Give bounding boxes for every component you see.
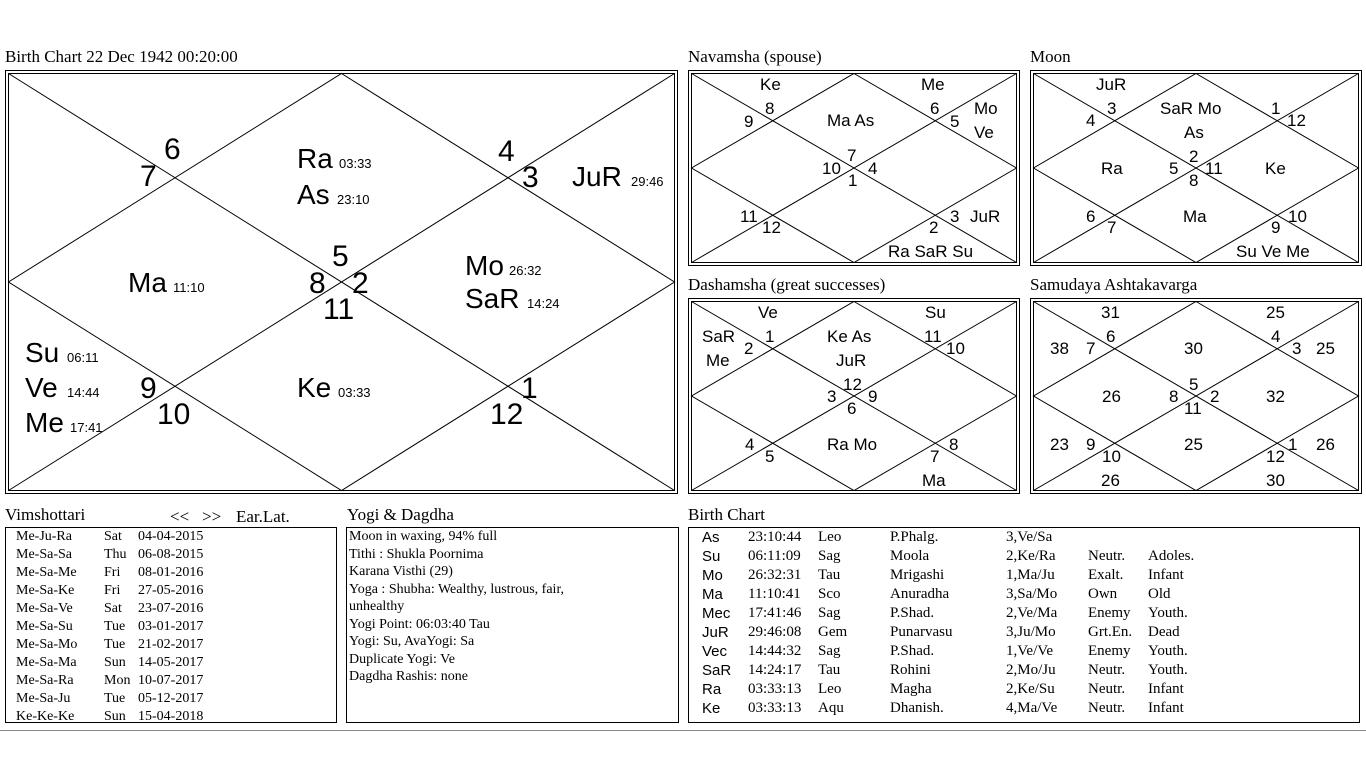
birth-table-dig [1088,528,1148,547]
dashamsha-label: 3 [827,387,837,406]
vimshottari-day: Fri [104,583,121,598]
moon-label: 1 [1271,99,1281,118]
birth-table-deg: 14:44:32 [748,643,802,659]
yogi-title: Yogi & Dagdha [347,505,454,524]
vimshottari-day: Sat [104,601,122,616]
ashtakavarga-label: 26 [1101,471,1120,490]
main-house-number: 1 [521,372,538,405]
birth-table-row [702,623,1359,642]
dashamsha-label: Ma [922,471,946,490]
birth-table-sign: Sag [818,548,841,564]
ashtakavarga-label: 30 [1184,339,1203,358]
birth-table-nak: P.Phalg. [890,529,939,545]
ashtakavarga-label: 32 [1266,387,1285,406]
vimshottari-date: 23-07-2016 [138,601,204,616]
ashtakavarga-label: 26 [1316,435,1335,454]
birth-table-p: JuR [702,624,729,641]
planet-mo-label: Mo [465,250,504,281]
vimshottari-date: 21-02-2017 [138,637,204,652]
birth-table-age: Youth. [1148,643,1188,659]
birth-table-age: Adoles. [1148,548,1195,564]
planet-ra-degree: 03:33 [339,156,372,171]
navamsha-label: 6 [930,99,940,118]
dashamsha-label: Ve [758,303,778,322]
birth-table-row [702,566,1359,585]
birth-table-nak: Rohini [890,662,931,678]
moon-label: 4 [1086,111,1096,130]
vimshottari-next-button[interactable]: >> [202,507,222,526]
ashtakavarga-chart[interactable] [1030,298,1362,494]
dashamsha-label: 6 [847,399,857,418]
ashtakavarga-label: 8 [1169,387,1179,406]
yogi-line: Yogi: Su, AvaYogi: Sa [349,634,475,649]
main-house-number: 4 [498,135,515,168]
birth-table-nak: Punarvasu [890,624,953,640]
birth-table-dig: Neutr. [1088,548,1126,564]
birth-table-title: Birth Chart [688,505,765,524]
birth-table-p: As [702,529,720,546]
vimshottari-title: Vimshottari [5,505,86,524]
vimshottari-row[interactable] [16,654,336,672]
birth-table-sign: Tau [818,662,841,678]
birth-table-dig: Enemy [1088,605,1131,621]
moon-label: 7 [1107,218,1117,237]
birth-table-age: Youth. [1148,605,1188,621]
ashtakavarga-label: 23 [1050,435,1069,454]
dashamsha-label: 12 [843,375,862,394]
ashtakavarga-label: 5 [1189,375,1199,394]
ashtakavarga-label: 6 [1106,327,1116,346]
ashtakavarga-diagram [1030,298,1362,494]
moon-diagram [1030,70,1362,266]
planet-as-label: As [297,179,330,210]
navamsha-label: 5 [950,112,960,131]
birth-table-pada: 2,Ve/Ma [1006,605,1058,621]
vimshottari-day: Fri [104,565,121,580]
main-house-number: 11 [323,293,355,326]
main-house-number: 9 [140,372,157,405]
dashamsha-label: 11 [924,327,942,346]
navamsha-label: 9 [744,112,754,131]
planet-as-degree: 23:10 [337,192,370,207]
vimshottari-period: Me-Sa-Su [16,619,73,634]
ashtakavarga-label: 2 [1210,387,1220,406]
birth-table-dig: Exalt. [1088,567,1124,583]
birth-table-sign: Aqu [818,700,844,716]
vimshottari-date: 05-12-2017 [138,691,204,706]
ashtakavarga-label: 7 [1086,339,1096,358]
ashtakavarga-label: 1 [1288,435,1298,454]
dashamsha-label: 8 [949,435,959,454]
ashtakavarga-label: 3 [1292,339,1302,358]
birth-chart-diagram [5,70,678,494]
yogi-line: Dagdha Rashis: none [349,669,468,684]
planet-ve-label: Ve [25,372,58,403]
birth-table-age: Youth. [1148,662,1188,678]
main-house-number: 3 [522,161,539,194]
vimshottari-day: Sat [104,529,122,544]
planet-sar-degree: 14:24 [527,296,560,311]
ashtakavarga-label: 25 [1184,435,1203,454]
birth-table-p: SaR [702,662,732,679]
vimshottari-period: Me-Ju-Ra [16,529,72,544]
vimshottari-row[interactable] [16,708,336,726]
planet-ve-degree: 14:44 [67,385,100,400]
birth-table-p: Su [702,548,721,565]
vimshottari-day: Tue [104,691,126,706]
yogi-line: Tithi : Shukla Poornima [349,546,484,562]
birth-table-row [702,585,1359,604]
vimshottari-prev-button[interactable]: << [170,507,190,526]
birth-table-deg: 06:11:09 [748,548,801,564]
birth-table-nak: Mrigashi [890,567,945,583]
navamsha-title: Navamsha (spouse) [688,47,822,66]
ashtakavarga-label: 30 [1266,471,1285,490]
vimshottari-row[interactable] [16,528,336,546]
planet-jur-label: JuR [572,161,622,192]
birth-table-row [702,642,1359,661]
vimshottari-row[interactable] [16,618,336,636]
birth-table-age: Old [1148,586,1171,602]
birth-table-row [702,680,1359,699]
main-house-number: 8 [309,267,326,300]
birth-table-deg: 26:32:31 [748,567,802,583]
vimshottari-period: Me-Sa-Ra [16,673,74,688]
navamsha-label: Ra SaR Su [888,242,974,261]
moon-label: SaR Mo [1160,99,1222,118]
birth-table-age: Infant [1148,681,1184,697]
birth-table-pada: 2,Mo/Ju [1006,662,1056,678]
birth-table-nak: Moola [890,548,930,564]
birth-table-deg: 11:10:41 [748,586,801,602]
navamsha-chart[interactable] [688,70,1020,266]
birth-table-dig: Grt.En. [1088,624,1133,640]
birth-table-nak: P.Shad. [890,643,935,659]
navamsha-label: JuR [970,207,1001,226]
birth-table-sign: Leo [818,681,842,697]
birth-table-p: Mo [702,567,723,584]
yogi-line: Yogi Point: 06:03:40 Tau [349,616,490,632]
moon-label: As [1184,123,1204,142]
vimshottari-date: 10-07-2017 [138,673,204,688]
birth-chart-title: Birth Chart 22 Dec 1942 00:20:00 [5,47,238,66]
dashamsha-label: 4 [745,435,755,454]
navamsha-label: 2 [929,218,939,237]
planet-su-degree: 06:11 [67,350,99,365]
vimshottari-row[interactable] [16,546,336,564]
moon-label: Ra [1101,159,1123,178]
vimshottari-date: 03-01-2017 [138,619,204,634]
vimshottari-day: Thu [104,547,127,562]
navamsha-diagram [688,70,1020,266]
vimshottari-date: 27-05-2016 [138,583,204,598]
main-house-number: 6 [164,133,181,166]
ashtakavarga-label: 11 [1184,399,1202,418]
navamsha-label: 10 [822,159,841,178]
dashamsha-diagram [688,298,1020,494]
navamsha-label: 7 [847,146,857,165]
vimshottari-row[interactable] [16,600,336,618]
vimshottari-period: Me-Sa-Ve [16,601,73,616]
birth-table-deg: 14:24:17 [748,662,802,678]
moon-label: 12 [1287,111,1306,130]
yogi-line: Moon in waxing, 94% full [349,529,498,544]
vimshottari-day: Sun [104,709,126,724]
vimshottari-day: Tue [104,637,126,652]
planet-mo-degree: 26:32 [509,263,542,278]
dashamsha-title: Dashamsha (great successes) [688,275,886,294]
vimshottari-row[interactable] [16,672,336,690]
vimshottari-row[interactable] [16,564,336,582]
ashtakavarga-label: 4 [1271,327,1281,346]
birth-table-dig: Neutr. [1088,681,1126,697]
vimshottari-day: Tue [104,619,126,634]
planet-ma-label: Ma [128,267,167,298]
main-house-number: 2 [352,267,369,300]
moon-label: 5 [1169,159,1179,178]
ashtakavarga-label: 9 [1086,435,1096,454]
navamsha-label: 11 [740,207,758,226]
dashamsha-label: Su [925,303,946,322]
vimshottari-day: Mon [104,673,131,688]
vimshottari-period: Ke-Ke-Ke [16,709,75,724]
vimshottari-date: 08-01-2016 [138,565,204,580]
vimshottari-date: 06-08-2015 [138,547,204,562]
navamsha-label: Mo [974,99,998,118]
moon-label: 2 [1189,147,1199,166]
moon-label: Su Ve Me [1236,242,1310,261]
birth-table-row [702,661,1359,680]
birth-table [688,527,1360,723]
birth-table-dig: Neutr. [1088,700,1126,716]
dashamsha-label: 1 [765,327,775,346]
dashamsha-label: 5 [765,447,775,466]
dashamsha-label: 10 [946,339,965,358]
birth-table-p: Ke [702,700,721,717]
planet-me-degree: 17:41 [70,420,103,435]
moon-title: Moon [1030,47,1071,66]
navamsha-label: Ve [974,123,994,142]
ashtakavarga-label: 26 [1102,387,1121,406]
birth-table-deg: 17:41:46 [748,605,802,621]
vimshottari-day: Sun [104,655,126,670]
ashtakavarga-label: 25 [1266,303,1285,322]
dashamsha-label: 2 [744,339,754,358]
birth-table-nak: Magha [890,681,932,697]
dashamsha-chart[interactable] [688,298,1020,494]
vimshottari-period: Me-Sa-Ju [16,691,71,706]
birth-table-nak: Dhanish. [890,700,944,716]
birth-table-sign: Leo [818,529,842,545]
birth-table-row [702,528,1359,547]
vimshottari-period: Me-Sa-Ke [16,583,75,598]
birth-table-pada: 4,Ma/Ve [1006,700,1058,716]
ashtakavarga-label: 38 [1050,339,1069,358]
vimshottari-date: 14-05-2017 [138,655,204,670]
birth-table-age: Infant [1148,567,1184,583]
vimshottari-date: 04-04-2015 [138,529,204,544]
navamsha-label: 8 [765,99,775,118]
birth-table-age [1148,528,1218,547]
birth-table-dig: Neutr. [1088,662,1126,678]
birth-table-p: Ra [702,681,722,698]
birth-table-p: Ma [702,586,723,603]
dashamsha-label: 9 [868,387,878,406]
main-house-number: 12 [490,398,524,431]
main-house-number: 10 [157,398,191,431]
birth-table-row [702,699,1359,718]
navamsha-label: 1 [848,171,858,190]
birth-table-age: Infant [1148,700,1184,716]
birth-table-pada: 3,Ve/Sa [1006,529,1053,545]
ashtakavarga-title: Samudaya Ashtakavarga [1030,275,1198,294]
vimshottari-period: Me-Sa-Ma [16,655,77,670]
birth-table-p: Vec [702,643,728,660]
planet-ra-label: Ra [297,143,333,174]
planet-ke-degree: 03:33 [338,385,371,400]
vimshottari-row[interactable] [16,636,336,654]
birth-table-deg: 03:33:13 [748,700,802,716]
planet-ke-label: Ke [297,372,332,403]
birth-table-row [702,604,1359,623]
moon-label: Ma [1183,207,1207,226]
birth-table-dig: Own [1088,586,1118,602]
vimshottari-list[interactable] [5,527,337,723]
birth-table-dig: Enemy [1088,643,1131,659]
dashamsha-label: SaR [702,327,736,346]
bottom-divider [0,730,1366,731]
yogi-line: unhealthy [349,599,405,614]
navamsha-label: 12 [762,218,781,237]
birth-table-pada: 1,Ve/Ve [1006,643,1054,659]
moon-chart[interactable] [1030,70,1362,266]
birth-table-pada: 2,Ke/Su [1006,681,1055,697]
vimshottari-period: Me-Sa-Sa [16,547,72,562]
planet-ma-degree: 11:10 [173,280,205,295]
birth-chart[interactable] [5,70,678,494]
birth-table-pada: 2,Ke/Ra [1006,548,1056,564]
vimshottari-date: 15-04-2018 [138,709,204,724]
ashtakavarga-label: 25 [1316,339,1335,358]
moon-label: 8 [1189,171,1199,190]
birth-table-pada: 3,Ju/Mo [1006,624,1056,640]
birth-table-deg: 23:10:44 [748,529,802,545]
yogi-panel [346,527,679,723]
vimshottari-row[interactable] [16,690,336,708]
vimshottari-row[interactable] [16,582,336,600]
dashamsha-label: Me [706,351,730,370]
main-house-number: 5 [332,240,349,273]
planet-sar-label: SaR [465,283,520,314]
moon-label: JuR [1096,75,1127,94]
dashamsha-label: Ra Mo [827,435,878,454]
birth-table-p: Mec [702,605,731,622]
birth-table-age: Dead [1148,624,1180,640]
moon-label: 9 [1271,218,1281,237]
planet-su-label: Su [25,337,60,368]
navamsha-label: Me [921,75,945,94]
ashtakavarga-label: 31 [1101,303,1120,322]
birth-table-sign: Sag [818,605,841,621]
moon-label: 6 [1086,207,1096,226]
birth-table-sign: Sag [818,643,841,659]
ashtakavarga-label: 10 [1102,447,1121,466]
main-house-number: 7 [140,160,157,193]
vimshottari-period: Me-Sa-Mo [16,637,78,652]
birth-table-sign: Gem [818,624,848,640]
birth-table-sign: Tau [818,567,841,583]
ear-lat-button[interactable]: Ear.Lat. [236,507,290,526]
birth-table-nak: P.Shad. [890,605,935,621]
planet-me-label: Me [25,407,64,438]
yogi-line: Yoga : Shubha: Wealthy, lustrous, fair, [349,581,565,597]
dashamsha-label: JuR [836,351,867,370]
birth-table-nak: Anuradha [890,586,950,602]
birth-table-pada: 3,Sa/Mo [1006,586,1058,602]
planet-jur-degree: 29:46 [631,174,664,189]
moon-label: 10 [1288,207,1307,226]
moon-label: Ke [1265,159,1286,178]
navamsha-label: Ma As [827,111,875,130]
moon-label: 11 [1205,159,1223,178]
birth-table-row [702,547,1359,566]
birth-table-deg: 29:46:08 [748,624,802,640]
navamsha-label: 3 [950,207,960,226]
yogi-line: Karana Visthi (29) [349,564,453,579]
ashtakavarga-label: 12 [1266,447,1285,466]
dashamsha-label: 7 [930,447,940,466]
vimshottari-period: Me-Sa-Me [16,565,77,580]
birth-table-pada: 1,Ma/Ju [1006,567,1055,583]
navamsha-label: 4 [868,159,878,178]
birth-table-deg: 03:33:13 [748,681,802,697]
birth-table-sign: Sco [818,586,841,602]
dashamsha-label: Ke As [827,327,872,346]
navamsha-label: Ke [760,75,781,94]
yogi-line: Duplicate Yogi: Ve [349,651,455,667]
moon-label: 3 [1107,99,1117,118]
